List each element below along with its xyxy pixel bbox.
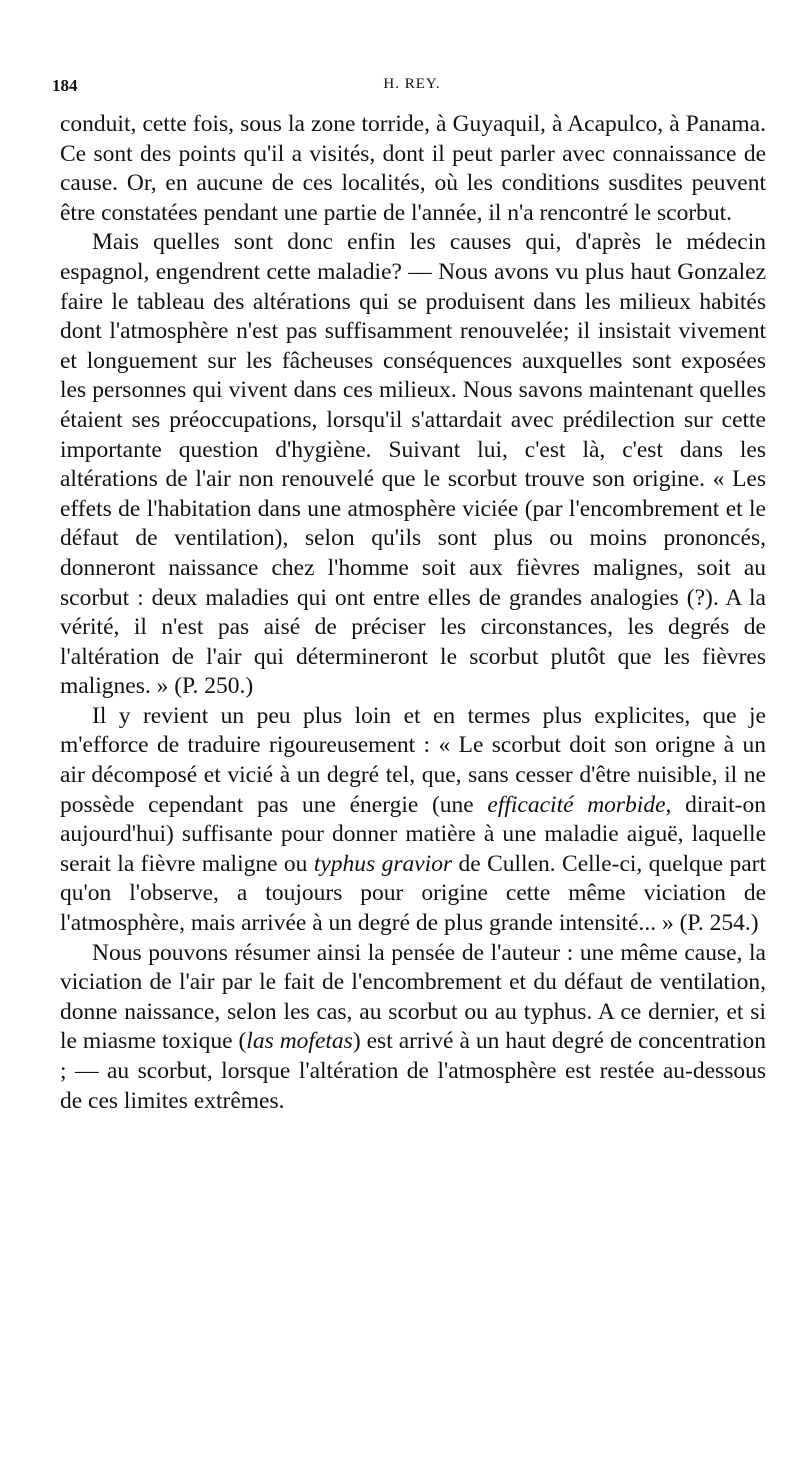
paragraph-text: Nous pouvons résumer ainsi la pensée de l'auteur : une même cause, la viciation de l'air par le fait de l'encombrement et du défaut de ventilation, donne naissance, selon les cas, au scorbut ou au typhus. A ce dernier, et si le miasme toxique (	[60, 939, 766, 1055]
paragraph-text: de Cullen. Celle-ci, quelque part qu'on l'observe, a toujours pour origine cette même viciation de l'atmosphère, mais arrivée à un degré de plus grande intensité... » (P. 254.)	[60, 850, 767, 937]
italic-term: efficacité morbide	[487, 791, 666, 818]
paragraph-text: Il y revient un peu plus loin et en termes plus explicites, que je m'efforce de traduire rigoureusement : « Le scorbut doit son origne à un air décomposé et vicié à un degré tel, que, sans cesser d'être nuisible, il ne possède cependant pas une énergie (une	[60, 702, 766, 818]
paragraph-text: ) est arrivé à un haut degré de concentration ; — au scorbut, lorsque l'altération de l'atmosphère est restée au-dessous de ces limites extrêmes.	[60, 1028, 766, 1114]
paragraph-text: Mais quelles sont donc enfin les causes qui, d'après le médecin espagnol, engendrent cette maladie? — Nous avons vu plus haut Gonzalez faire le tableau des altérations qui se produisent dans les milieux habités dont l'atmosphère n'est pas suffisamment renouvelée; il insistait vivement et longuement sur les fâcheuses conséquences auxquelles sont exposées les personnes qui vivent dans ces milieux. Nous savons maintenant quelles étaient ses préoccupations, lorsqu'il s'attardait avec prédilection sur cette importante question d'hygiène. Suivant lui, c'est là, c'est dans les altérations de l'air non renouvelé que le scorbut trouve son origine. « Les effets de l'habitation dans une atmosphère viciée (par l'encombrement et le défaut de ventilation), selon qu'ils sont plus ou moins prononcés, donneront naissance chez l'homme soit aux fièvres malignes, soit au scorbut : deux maladies qui ont entre elles de grandes analogies (?). A la vérité, il n'est pas aisé de préciser les circonstances, les degrés de l'altération de l'air qui détermineront le scorbut plutôt que les fièvres malignes. » (P. 250.)	[60, 229, 766, 700]
paragraph-text: conduit, cette fois, sous la zone torride, à Guyaquil, à Acapulco, à Panama. Ce sont des points qu'il a visités, dont il peut parler avec connaissance de cause. Or, en aucune de ces localités, où les conditions susdites peuvent être constatées pendant une partie de l'année, il n'a rencontré le scorbut.	[60, 111, 766, 226]
paragraph-2	[60, 228, 766, 702]
page-number: 184	[52, 76, 78, 95]
italic-term: typhus gravior	[313, 850, 453, 877]
paragraph-1	[60, 110, 766, 228]
paragraph-text: , dirait-on aujourd'hui) suffisante pour donner matière à une maladie aiguë, laquelle serait la fièvre maligne ou	[60, 791, 766, 877]
paragraph-4	[60, 939, 766, 1117]
running-head: H. REY.	[383, 76, 441, 92]
italic-term: las mofetas	[246, 1028, 353, 1055]
paragraph-3	[60, 702, 766, 939]
page-header	[52, 76, 772, 100]
body-text	[60, 110, 766, 1116]
